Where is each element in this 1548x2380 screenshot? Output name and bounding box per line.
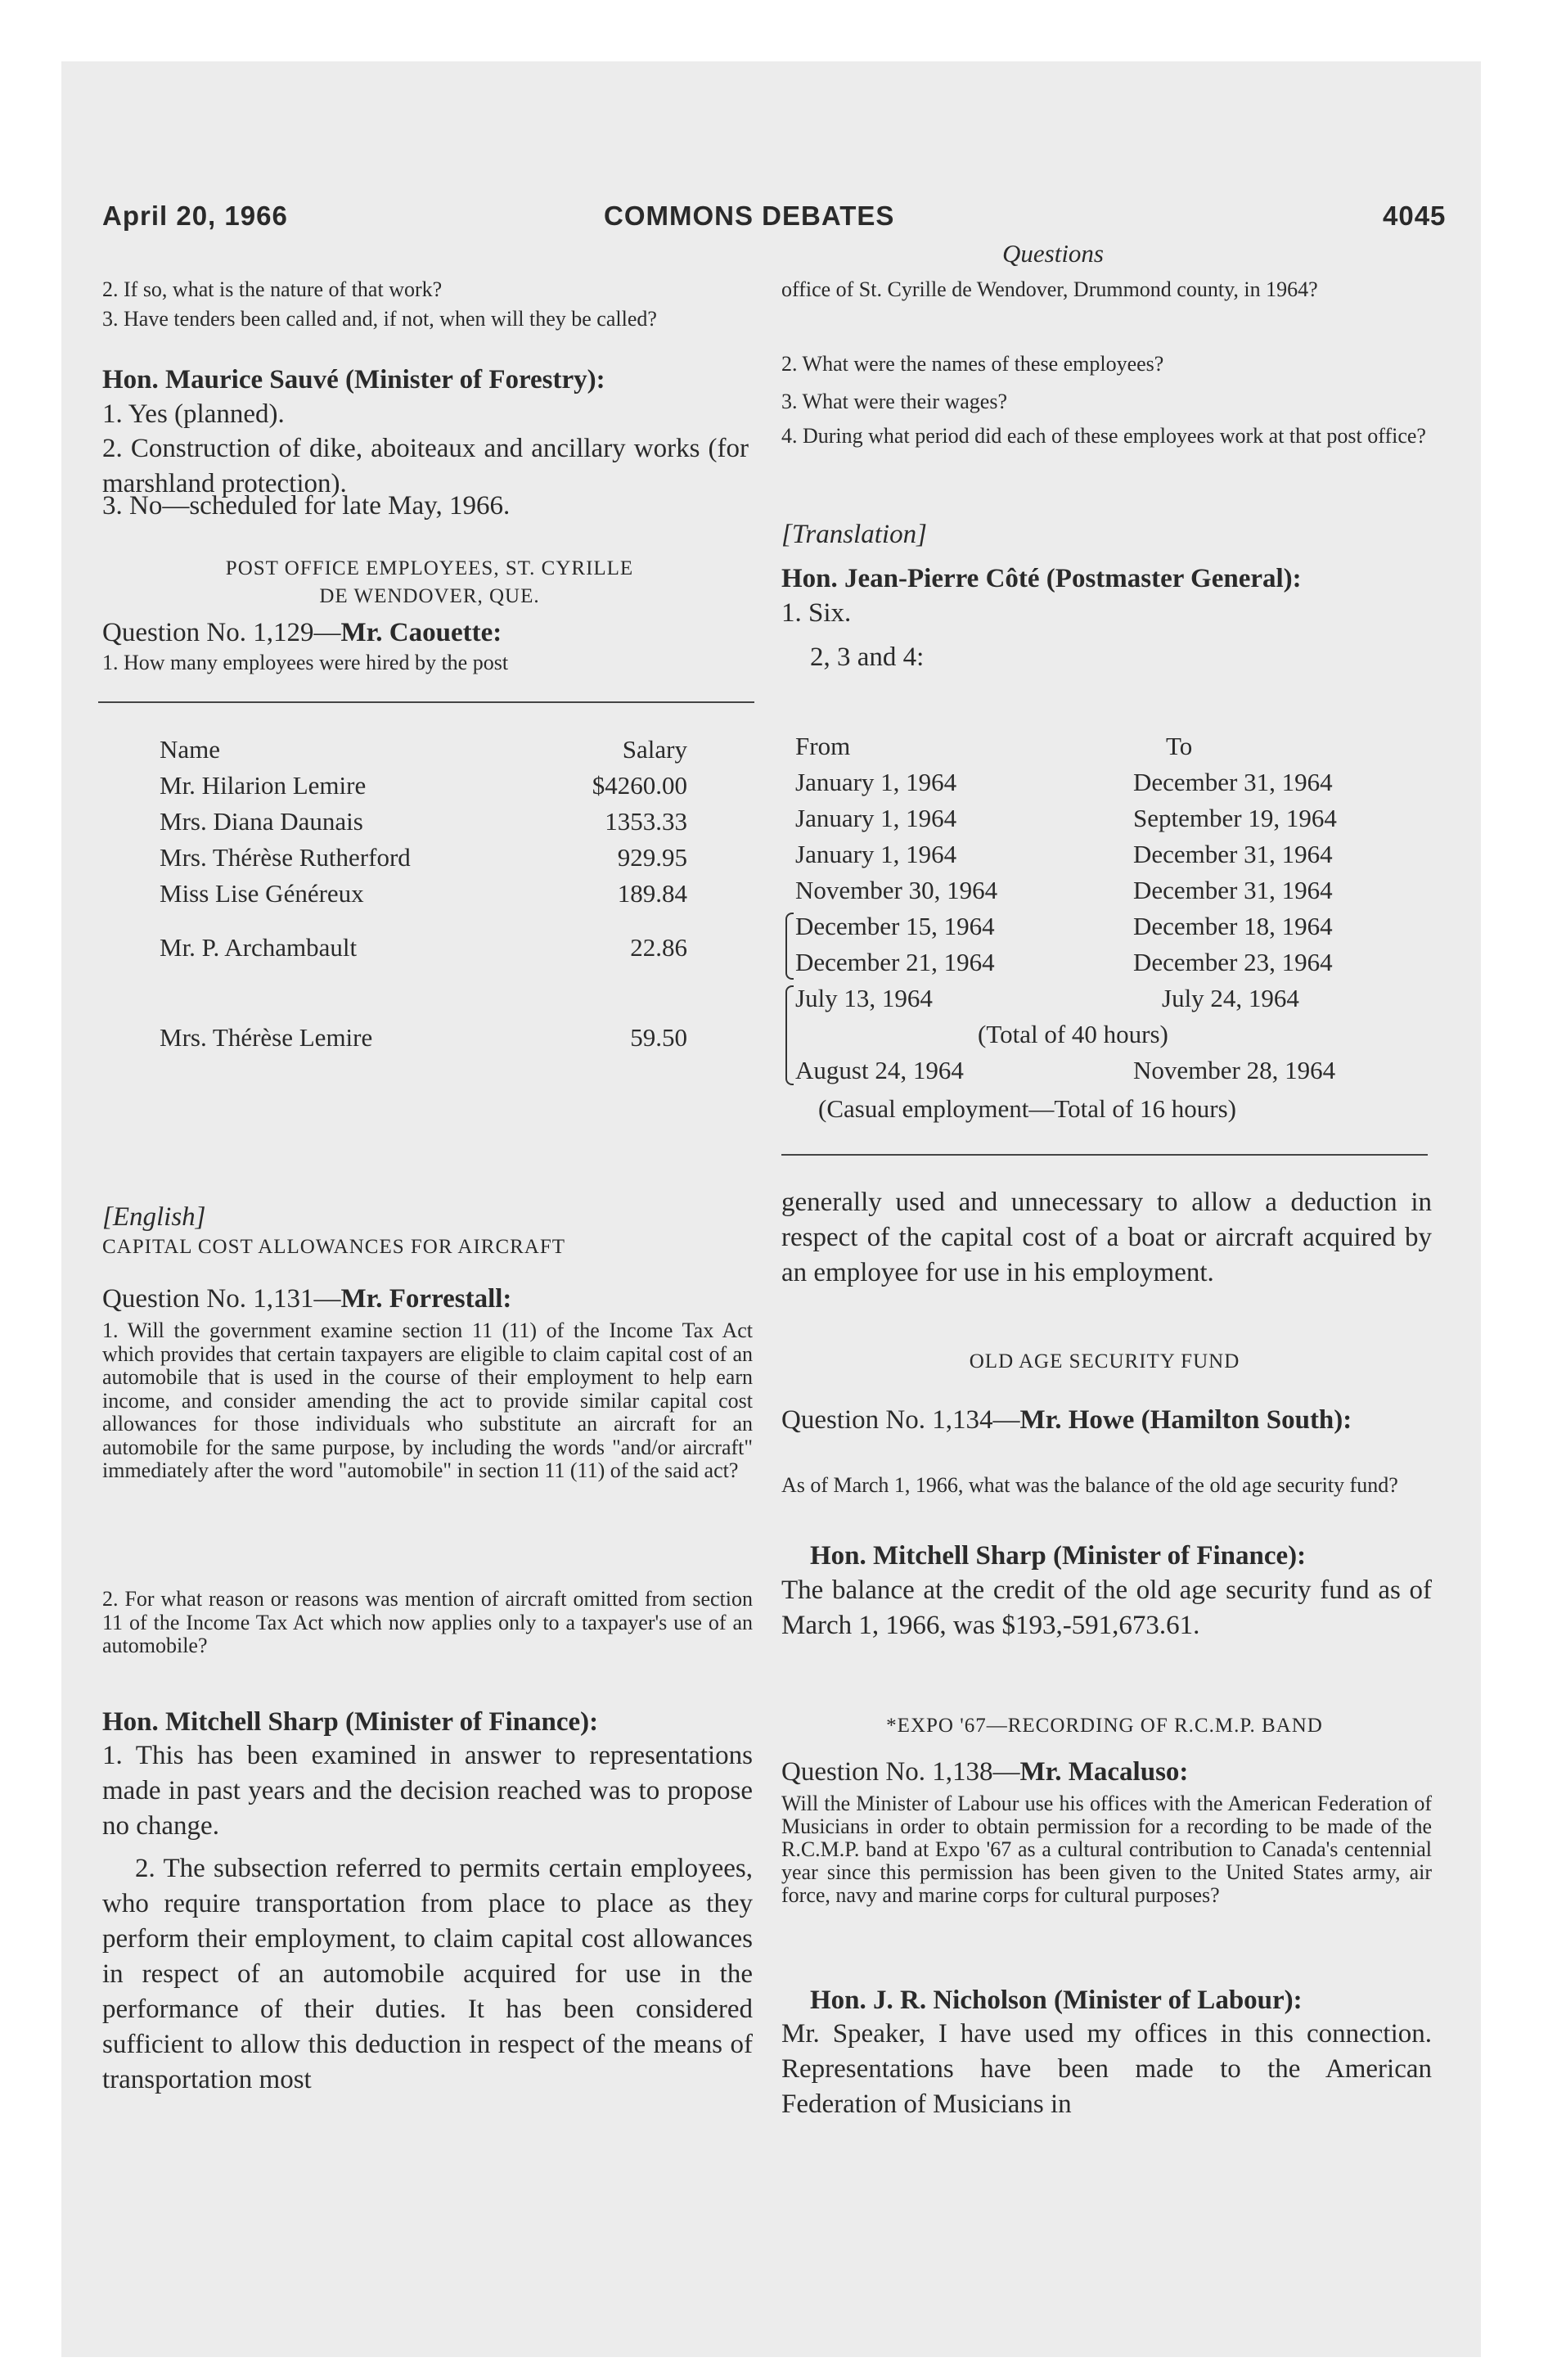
table-cell-name: Mrs. Diana Daunais <box>160 807 363 836</box>
question-1: 1. Will the government examine section 11 (11) of the Income Tax Act which provides that certain taxpayers are eligible to claim capital cost of an automobile that is used in the course of their employment to help earn income, and consider amending the act to provide similar capital cost allowances for those individuals who substitute an aircraft for an automobile for the same purpose, by including the words "and/or aircraft" immediately after the word "automobile" in section 11 (11) of the said act? <box>102 1318 753 1482</box>
table-header-to: To <box>1166 732 1193 760</box>
question-1: 1. How many employees were hired by the post <box>102 651 509 674</box>
table-cell-name: Mr. P. Archambault <box>160 933 358 962</box>
speaker-sharp: Hon. Mitchell Sharp (Minister of Finance): <box>102 1707 599 1737</box>
speaker-sharp: Hon. Mitchell Sharp (Minister of Finance): <box>810 1541 1307 1571</box>
answer-2-continued: generally used and unnecessary to allow a deduction in respect of the capital cost of a boat or aircraft acquired by an employee for use in his employment. <box>781 1188 1432 1287</box>
table-cell-salary: 189.84 <box>617 879 687 908</box>
table-cell-from: December 15, 1964 <box>795 912 995 940</box>
table-cell-salary: 22.86 <box>630 933 687 962</box>
question-number: Question No. 1,134—Mr. Howe (Hamilton South): <box>781 1405 1352 1435</box>
table-cell-name: Mrs. Thérèse Lemire <box>160 1023 373 1052</box>
table-cell-to: December 18, 1964 <box>1133 912 1333 940</box>
table-cell-from: January 1, 1964 <box>795 768 957 796</box>
table-cell-from: November 30, 1964 <box>795 876 998 904</box>
table-cell-name: Mrs. Thérèse Rutherford <box>160 843 411 872</box>
question-oas: As of March 1, 1966, what was the balance of the old age security fund? <box>781 1473 1398 1497</box>
answer-2: 2. Construction of dike, aboiteaux and ancillary works (for marshland protection). <box>102 434 749 498</box>
question-2: 2. What were the names of these employees? <box>781 352 1164 376</box>
table-header-from: From <box>795 732 851 760</box>
header-title: COMMONS DEBATES <box>604 201 895 231</box>
question-expo: Will the Minister of Labour use his offices with the American Federation of Musicians in order to obtain permission for a recording to be made of the R.C.M.P. band at Expo '67 as a cultural contribution to Canada's centennial year since this permission has been given to the United States army, air force, navy and marine corps for cultural purposes? <box>781 1792 1432 1907</box>
table-cell-salary: 1353.33 <box>605 807 687 836</box>
speaker-cote: Hon. Jean-Pierre Côté (Postmaster General): <box>781 564 1302 593</box>
table-cell-salary: 929.95 <box>617 843 687 872</box>
question-1-continued: office of St. Cyrille de Wendover, Drummond county, in 1964? <box>781 277 1318 301</box>
answer-3: 3. No—scheduled for late May, 1966. <box>102 491 511 521</box>
table-cell-from: January 1, 1964 <box>795 804 957 832</box>
heading-old-age-security: OLD AGE SECURITY FUND <box>969 1350 1240 1373</box>
table-cell-from: January 1, 1964 <box>795 840 957 868</box>
table-col-name <box>160 732 503 1056</box>
speaker-sauve: Hon. Maurice Sauvé (Minister of Forestry): <box>102 365 605 394</box>
language-label: [English] <box>102 1202 206 1232</box>
heading-post-office: POST OFFICE EMPLOYEES, ST. CYRILLE DE WENDOVER, QUE. <box>225 557 634 607</box>
brace-archambault <box>785 913 794 980</box>
table-cell-to: December 31, 1964 <box>1133 768 1333 796</box>
header-date: April 20, 1966 <box>102 201 288 231</box>
question-3: 3. Have tenders been called and, if not, when will they be called? <box>102 307 657 331</box>
question-2: 2. If so, what is the nature of that work? <box>102 277 443 301</box>
table-cell-to: December 31, 1964 <box>1133 876 1333 904</box>
table-casual-note: (Casual employment—Total of 16 hours) <box>818 1094 1236 1123</box>
table-cell-to: November 28, 1964 <box>1133 1056 1336 1084</box>
table-col-salary <box>524 732 687 1056</box>
table-col-to <box>1133 728 1428 1089</box>
answer-expo: Mr. Speaker, I have used my offices in this connection. Representations have been made to the American Federation of Musicians in <box>781 2019 1432 2119</box>
table-cell-salary: 59.50 <box>630 1023 687 1052</box>
table-cell-to: September 19, 1964 <box>1133 804 1337 832</box>
answer-1: 1. Six. <box>781 598 852 628</box>
answer-1: 1. This has been examined in answer to representations made in past years and the decision reached was to propose no change. <box>102 1741 753 1841</box>
table-cell-name: Mr. Hilarion Lemire <box>160 771 367 800</box>
header-page-number: 4045 <box>1383 201 1447 231</box>
speaker-nicholson: Hon. J. R. Nicholson (Minister of Labour): <box>810 1986 1303 2015</box>
table-cell-to: December 23, 1964 <box>1133 948 1333 976</box>
question-number: Question No. 1,138—Mr. Macaluso: <box>781 1757 1189 1787</box>
table-rule-top-left <box>98 701 754 703</box>
brace-lemire <box>785 985 794 1085</box>
table-note-hours: (Total of 40 hours) <box>978 1020 1168 1048</box>
answer-1: 1. Yes (planned). <box>102 399 285 429</box>
question-number: Question No. 1,131—Mr. Forrestall: <box>102 1284 512 1314</box>
table-cell-salary: $4260.00 <box>592 771 687 800</box>
table-cell-to: July 24, 1964 <box>1162 984 1299 1012</box>
table-cell-name: Miss Lise Généreux <box>160 879 364 908</box>
section-label: Questions <box>1002 239 1104 268</box>
question-3: 3. What were their wages? <box>781 390 1008 413</box>
table-cell-from: December 21, 1964 <box>795 948 995 976</box>
heading-expo-67: *EXPO '67—RECORDING OF R.C.M.P. BAND <box>886 1715 1323 1737</box>
answer-2-3-4: 2, 3 and 4: <box>810 642 925 672</box>
answer-oas: The balance at the credit of the old age security fund as of March 1, 1966, was $193,-591,673.61. <box>781 1575 1432 1640</box>
table-header-name: Name <box>160 735 221 764</box>
table-rule-bottom-right <box>781 1154 1428 1156</box>
table-cell-from: August 24, 1964 <box>795 1056 964 1084</box>
table-header-salary: Salary <box>622 735 687 764</box>
question-2: 2. For what reason or reasons was mention of aircraft omitted from section 11 of the Income Tax Act which now applies only to a taxpayer's use of an automobile? <box>102 1587 753 1657</box>
table-cell-from: July 13, 1964 <box>795 984 933 1012</box>
translation-label: [Translation] <box>781 520 927 549</box>
heading-capital-cost: CAPITAL COST ALLOWANCES FOR AIRCRAFT <box>102 1236 566 1258</box>
question-number: Question No. 1,129—Mr. Caouette: <box>102 618 502 647</box>
table-cell-to: December 31, 1964 <box>1133 840 1333 868</box>
answer-2: 2. The subsection referred to permits certain employees, who require transportation from place to place as they perform their employment, to claim capital cost allowances in respect of an automobile acquired for use in the performance of their duties. It has been considered sufficient to allow this deduction in respect of the means of transportation most <box>102 1854 753 2094</box>
question-4: 4. During what period did each of these employees work at that post office? <box>781 424 1426 448</box>
